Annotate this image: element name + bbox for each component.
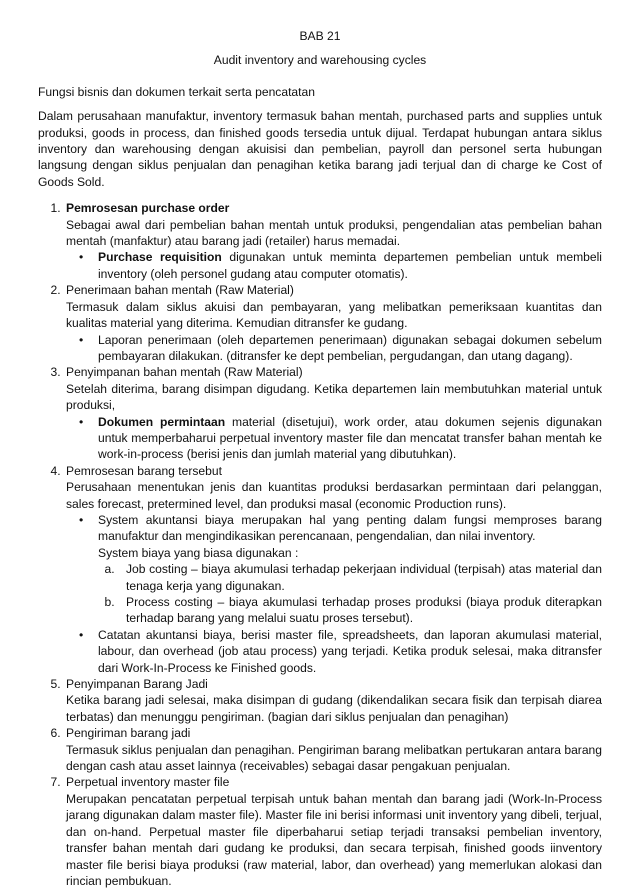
bullet-item: • Catatan akuntansi biaya, berisi master file, spreadsheets, dan laporan akumulasi material, labour, dan overhead (job atau process) yang terjadi. Ketika produk selesai, maka ditransfer dari Work-In-Process ke Finished goods. <box>98 627 602 676</box>
step-title: 1. Pemrosesan purchase order <box>66 201 230 216</box>
process-step <box>64 282 602 364</box>
section-lead: Fungsi bisnis dan dokumen terkait serta pencatatan <box>38 84 315 99</box>
sub-item: b. Process costing – biaya akumulasi terhadap proses produksi (biaya produk diterapkan terhadap barang yang melalui suatu proses tersebut). <box>118 594 602 627</box>
process-step <box>64 725 602 774</box>
step-bullets <box>66 512 602 676</box>
bullet-item: • Laporan penerimaan (oleh departemen penerimaan) digunakan sebagai dokumen sebelum pembayaran dilakukan. (ditransfer ke dept pembelian, pergudangan, dan utang dagang). <box>98 332 602 365</box>
process-step <box>64 463 602 676</box>
sub-item: a. Job costing – biaya akumulasi terhadap pekerjaan individual (terpisah) atas material dan tenaga kerja yang digunakan. <box>118 561 602 594</box>
chapter-number: BAB 21 <box>299 29 341 43</box>
step-description: Setelah diterima, barang disimpan digudang. Ketika departemen lain membutuhkan material untuk produksi, <box>66 381 602 413</box>
step-description: Termasuk dalam siklus akuisi dan pembayaran, yang melibatkan pemeriksaan kuantitas dan kualitas material yang diterima. Kemudian ditransfer ke gudang. <box>66 299 602 331</box>
step-description: Sebagai awal dari pembelian bahan mentah untuk produksi, pengendalian atas pembelian bahan mentah (manfaktur) atau barang jadi (retailer) harus memadai. <box>66 217 602 249</box>
chapter-title: Audit inventory and warehousing cycles <box>213 53 427 68</box>
step-description: Merupakan pencatatan perpetual terpisah untuk bahan mentah dan barang jadi (Work-In-Process jarang digunakan dalam master file). Master file ini berisi informasi unit inventory yang dibeli, terjual, dan on-hand. Perpetual master file diperbaharui setiap terjadi transaksi pembelian inventory, transfer bahan mentah dari gudang ke produksi, dan secara terpisah, finished goods iinventory master file berisi biaya produksi (raw material, labor, dan overhead) yang memerlukan alokasi dan rincian pembukuan. <box>66 791 602 888</box>
step-title: 7. Perpetual inventory master file <box>66 775 230 790</box>
step-bullets <box>66 332 602 365</box>
bullet-text: digunakan untuk meminta departemen pembelian untuk membeli inventory (oleh personel gudang atau computer otomatis). <box>98 250 602 281</box>
step-bullets <box>66 249 602 282</box>
bullet-item <box>98 249 602 282</box>
step-bullets <box>66 414 602 463</box>
step-title: 3. Penyimpanan bahan mentah (Raw Material) <box>66 365 303 380</box>
step-description: Termasuk siklus penjualan dan penagihan. Pengiriman barang melibatkan pertukaran antara barang dengan cash atau asset lainnya (receivables) sebagai dasar pengakuan penjualan. <box>66 742 602 774</box>
bullet-text: • System akuntansi biaya merupakan hal yang penting dalam fungsi memproses barang manufaktur dan mengindikasikan perencanaan, pengendalian, dan nilai inventory. <box>98 512 602 544</box>
bullet-term: Dokumen permintaan <box>98 414 226 429</box>
process-list <box>38 200 602 889</box>
bullet-item <box>98 512 602 627</box>
process-step <box>64 364 602 462</box>
step-title: 2. Penerimaan bahan mentah (Raw Material) <box>66 283 294 298</box>
intro-paragraph: Dalam perusahaan manufaktur, inventory termasuk bahan mentah, purchased parts and supplies untuk produksi, goods in process, dan finished goods tersedia untuk dijual. Terdapat hubungan antara siklus inventory dan warehousing dengan akuisisi dan pembelian, payroll dan personel serta hubungan langsung dengan siklus penjualan dan penagihan ketika barang jadi terjual dan di charge ke Cost of Goods Sold. <box>38 109 602 189</box>
bullet-term: Purchase requisition <box>98 250 222 265</box>
process-step <box>64 200 602 282</box>
bullet-subtitle: System biaya yang biasa digunakan : <box>98 545 299 560</box>
step-description: Ketika barang jadi selesai, maka disimpan di gudang (dikendalikan secara fisik dan terpisah diarea terbatas) dan menunggu pengiriman. (bagian dari siklus penjualan dan penagihan) <box>66 693 602 724</box>
process-step <box>64 774 602 889</box>
step-title: 4. Pemrosesan barang tersebut <box>66 463 222 478</box>
bullet-text: material (disetujui), work order, atau dokumen sejenis digunakan untuk memperbaharui perpetual inventory master file dan mencatat transfer bahan mentah ke work-in-process (berisi jenis dan jumlah material yang dibutuhkan). <box>98 414 603 462</box>
step-description: Perusahaan menentukan jenis dan kuantitas produksi berdasarkan permintaan dari pelanggan, sales forecast, pretermined level, dan produksi masal (economic Production runs). <box>66 480 602 511</box>
step-title: 6. Pengiriman barang jadi <box>66 726 191 741</box>
step-title: 5. Penyimpanan Barang Jadi <box>66 677 208 692</box>
bullet-item <box>98 414 602 463</box>
process-step <box>64 676 602 725</box>
costing-systems-list <box>98 561 602 627</box>
